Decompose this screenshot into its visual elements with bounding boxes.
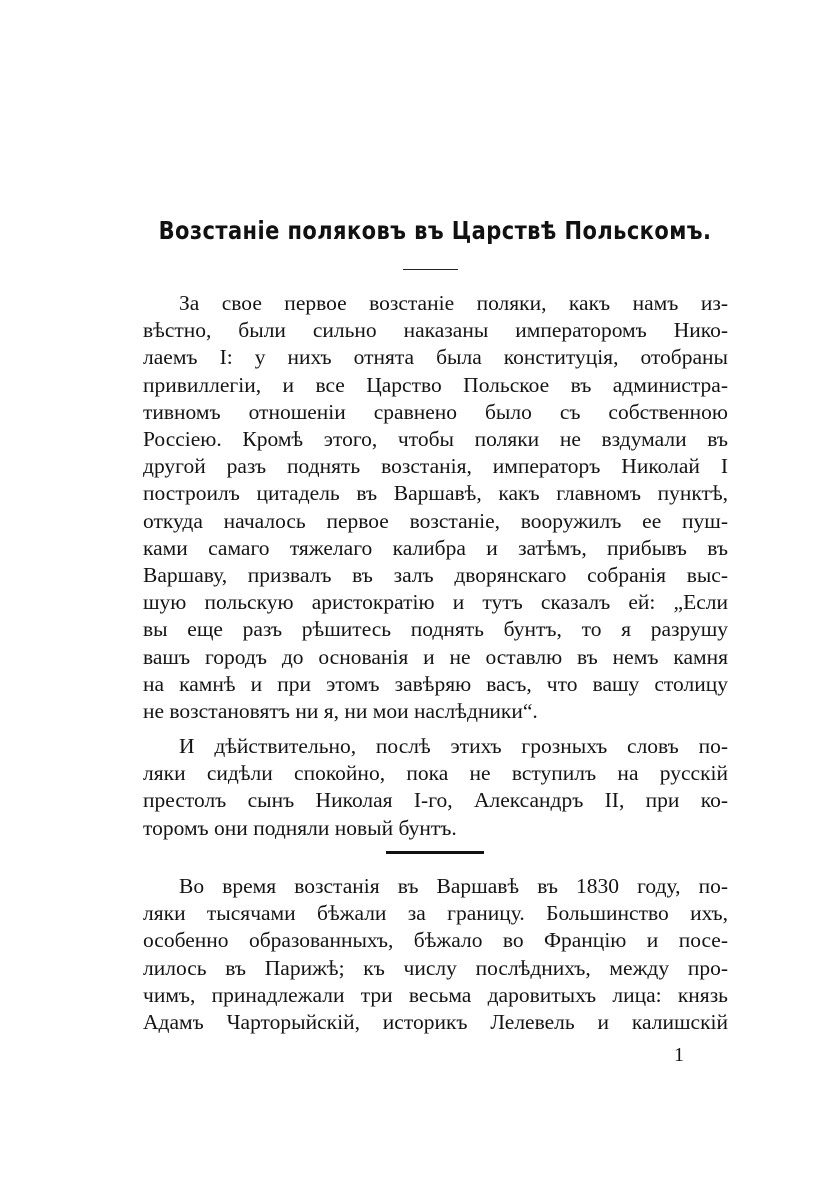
text-line: тивномъ отношеніи сравнено было съ собственною	[143, 399, 728, 424]
paragraph-1	[143, 290, 728, 725]
text-line: другой разъ поднять возстанія, императоръ Николай I	[143, 454, 728, 479]
text-line: торомъ они подняли новый бунтъ.	[143, 815, 457, 840]
text-line: построилъ цитадель въ Варшавѣ, какъ главномъ пунктѣ,	[143, 481, 728, 506]
text-line: Россіею. Кромѣ этого, чтобы поляки не вздумали въ	[143, 427, 728, 452]
text-line: лаемъ I: у нихъ отнята была конституція, отобраны	[143, 345, 728, 370]
text-line: шую польскую аристократію и тутъ сказалъ ей: „Если	[143, 590, 728, 615]
text-line: откуда началось первое возстаніе, вооружилъ ее пуш-	[143, 508, 728, 533]
text-line: ками самаго тяжелаго калибра и затѣмъ, прибывъ въ	[143, 535, 728, 560]
text-line: не возстановятъ ни я, ни мои наслѣдники“.	[143, 699, 538, 724]
text-line: Варшаву, призвалъ въ залъ дворянскаго собранія выс-	[143, 563, 728, 588]
text-line: Во время возстанія въ Варшавѣ въ 1830 году, по-	[179, 874, 728, 898]
title-divider	[403, 269, 458, 270]
text-line: престолъ сынъ Николая I-го, Александръ II, при ко-	[143, 788, 728, 813]
section-divider	[386, 851, 484, 854]
text-line: Адамъ Чарторыйскій, историкъ Лелевель и калишскій	[143, 1010, 728, 1035]
text-line: вѣстно, были сильно наказаны императоромъ Нико-	[143, 318, 728, 343]
text-line: И дѣйствительно, послѣ этихъ грозныхъ словъ по-	[179, 734, 728, 758]
text-line: особенно образованныхъ, бѣжало во Францію и посе-	[143, 928, 728, 953]
text-line: вашъ городъ до основанія и не оставлю въ немъ камня	[143, 644, 728, 669]
text-line: ляки сидѣли спокойно, пока не вступилъ на русскій	[143, 761, 728, 786]
text-line: ляки тысячами бѣжали за границу. Большинство ихъ,	[143, 901, 728, 926]
chapter-title: Возстаніе поляковъ въ Царствѣ Польскомъ.	[158, 216, 712, 245]
text-line: на камнѣ и при этомъ завѣряю васъ, что вашу столицу	[143, 671, 728, 696]
paragraph-2	[143, 733, 728, 842]
text-line: лилось въ Парижѣ; къ числу послѣднихъ, между про-	[143, 955, 728, 980]
text-line: За свое первое возстаніе поляки, какъ намъ из-	[179, 291, 728, 315]
page-number: 1	[674, 1044, 684, 1066]
text-line: вы еще разъ рѣшитесь поднять бунтъ, то я разрушу	[143, 617, 728, 642]
text-line: привиллегіи, и все Царство Польское въ администра-	[143, 372, 728, 397]
text-line: чимъ, принадлежали три весьма даровитыхъ лица: князь	[143, 982, 728, 1007]
paragraph-3	[143, 873, 728, 1036]
